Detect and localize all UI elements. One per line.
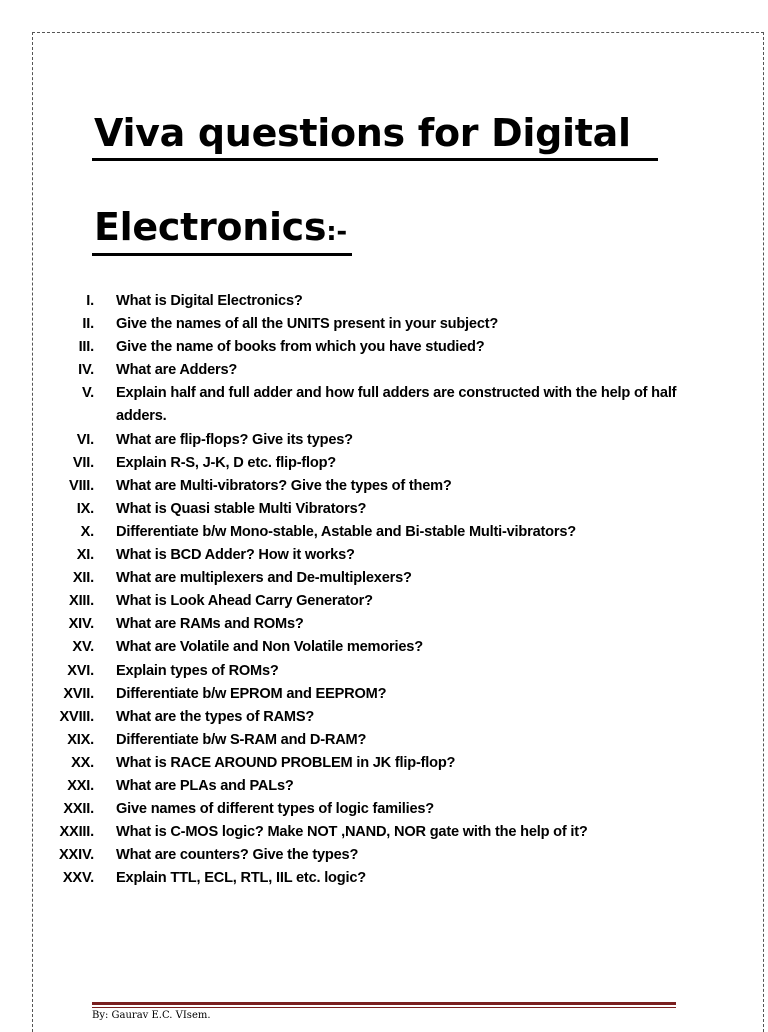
- question-number: XV.: [72, 639, 94, 656]
- question-number: II.: [82, 316, 94, 333]
- question-number: VIII.: [69, 477, 94, 494]
- question-text: What is C-MOS logic? Make NOT ,NAND, NOR gate with the help of it?: [116, 824, 588, 841]
- question-number: XIX.: [67, 731, 94, 748]
- question-item: [0, 336, 768, 359]
- question-list: [0, 290, 768, 890]
- question-number: X.: [80, 523, 94, 540]
- question-item: [0, 313, 768, 336]
- question-number: XVII.: [63, 685, 94, 702]
- question-number: IX.: [76, 500, 94, 517]
- question-item: [0, 359, 768, 382]
- question-text: What are Multi-vibrators? Give the types of them?: [116, 477, 452, 494]
- title-underline-2: [92, 253, 352, 256]
- question-number: XX.: [71, 754, 94, 771]
- question-number: XII.: [72, 570, 94, 587]
- question-text: What are flip-flops? Give its types?: [116, 431, 353, 448]
- question-text: What is Quasi stable Multi Vibrators?: [116, 500, 367, 517]
- question-item: [0, 475, 768, 498]
- question-number: I.: [86, 293, 94, 309]
- question-item: [0, 382, 768, 428]
- question-number: XVIII.: [59, 708, 94, 725]
- question-text: Give the names of all the UNITS present in your subject?: [116, 316, 499, 333]
- question-number: XXV.: [62, 870, 94, 887]
- question-text: What are Adders?: [116, 362, 238, 379]
- question-item: [0, 844, 768, 867]
- question-item: [0, 290, 768, 313]
- question-text: Explain types of ROMs?: [116, 662, 279, 679]
- title-underline-1: [92, 158, 658, 161]
- question-text: What are Volatile and Non Volatile memories?: [116, 639, 423, 656]
- question-text: Differentiate b/w S-RAM and D-RAM?: [116, 731, 367, 748]
- question-text: Give the name of books from which you have studied?: [116, 339, 485, 356]
- question-item: [0, 706, 768, 729]
- question-item: [0, 452, 768, 475]
- page-title-line-1: [94, 110, 658, 156]
- question-number: III.: [78, 339, 94, 356]
- question-text: Differentiate b/w Mono-stable, Astable and Bi-stable Multi-vibrators?: [116, 523, 577, 540]
- question-text: Explain R-S, J-K, D etc. flip-flop?: [116, 454, 337, 471]
- question-number: XXI.: [67, 777, 94, 794]
- page-title-text: Viva questions for Digital: [94, 111, 631, 155]
- question-text: What are RAMs and ROMs?: [116, 616, 304, 633]
- page-title-line-2: [94, 204, 347, 255]
- question-number: XXIV.: [59, 847, 94, 864]
- question-item: [0, 798, 768, 821]
- question-text: What is Look Ahead Carry Generator?: [116, 593, 373, 610]
- question-text: What are the types of RAMS?: [116, 708, 315, 725]
- question-number: XXII.: [63, 801, 94, 818]
- question-item: [0, 636, 768, 659]
- question-text: What are counters? Give the types?: [116, 847, 359, 864]
- page-title-subject: Electronics: [94, 205, 327, 249]
- question-item: [0, 752, 768, 775]
- question-text: Give names of different types of logic families?: [116, 801, 435, 818]
- question-number: VI.: [76, 431, 94, 448]
- question-item: [0, 590, 768, 613]
- question-item: [0, 567, 768, 590]
- question-number: XIII.: [69, 593, 94, 610]
- question-item: [0, 429, 768, 452]
- question-item: [0, 498, 768, 521]
- question-number: V.: [81, 385, 94, 402]
- question-number: XI.: [76, 547, 94, 564]
- footer-author: By: Gaurav E.C. VIsem.: [92, 1010, 211, 1021]
- question-text: What is RACE AROUND PROBLEM in JK flip-flop?: [116, 754, 456, 771]
- question-text: Explain TTL, ECL, RTL, IIL etc. logic?: [116, 870, 366, 887]
- question-text: Explain half and full adder and how full adders are constructed with the help of half adders.: [116, 385, 677, 425]
- question-item: [0, 867, 768, 890]
- question-number: XVI.: [67, 662, 94, 679]
- question-item: [0, 821, 768, 844]
- question-text: What are multiplexers and De-multiplexers?: [116, 570, 412, 587]
- question-item: [0, 613, 768, 636]
- question-number: XXIII.: [59, 824, 94, 841]
- question-text: What is BCD Adder? How it works?: [116, 547, 355, 564]
- question-number: XIV.: [68, 616, 94, 633]
- question-item: [0, 660, 768, 683]
- question-item: [0, 683, 768, 706]
- footer-rule-thin: [92, 1007, 676, 1008]
- question-text: What are PLAs and PALs?: [116, 777, 294, 794]
- question-number: IV.: [78, 362, 94, 379]
- question-text: Differentiate b/w EPROM and EEPROM?: [116, 685, 387, 702]
- question-item: [0, 729, 768, 752]
- question-item: [0, 775, 768, 798]
- question-item: [0, 544, 768, 567]
- page-title-suffix: :-: [326, 217, 347, 247]
- question-item: [0, 521, 768, 544]
- question-text: What is Digital Electronics?: [116, 293, 303, 309]
- question-number: VII.: [72, 454, 94, 471]
- footer-rule-thick: [92, 1002, 676, 1005]
